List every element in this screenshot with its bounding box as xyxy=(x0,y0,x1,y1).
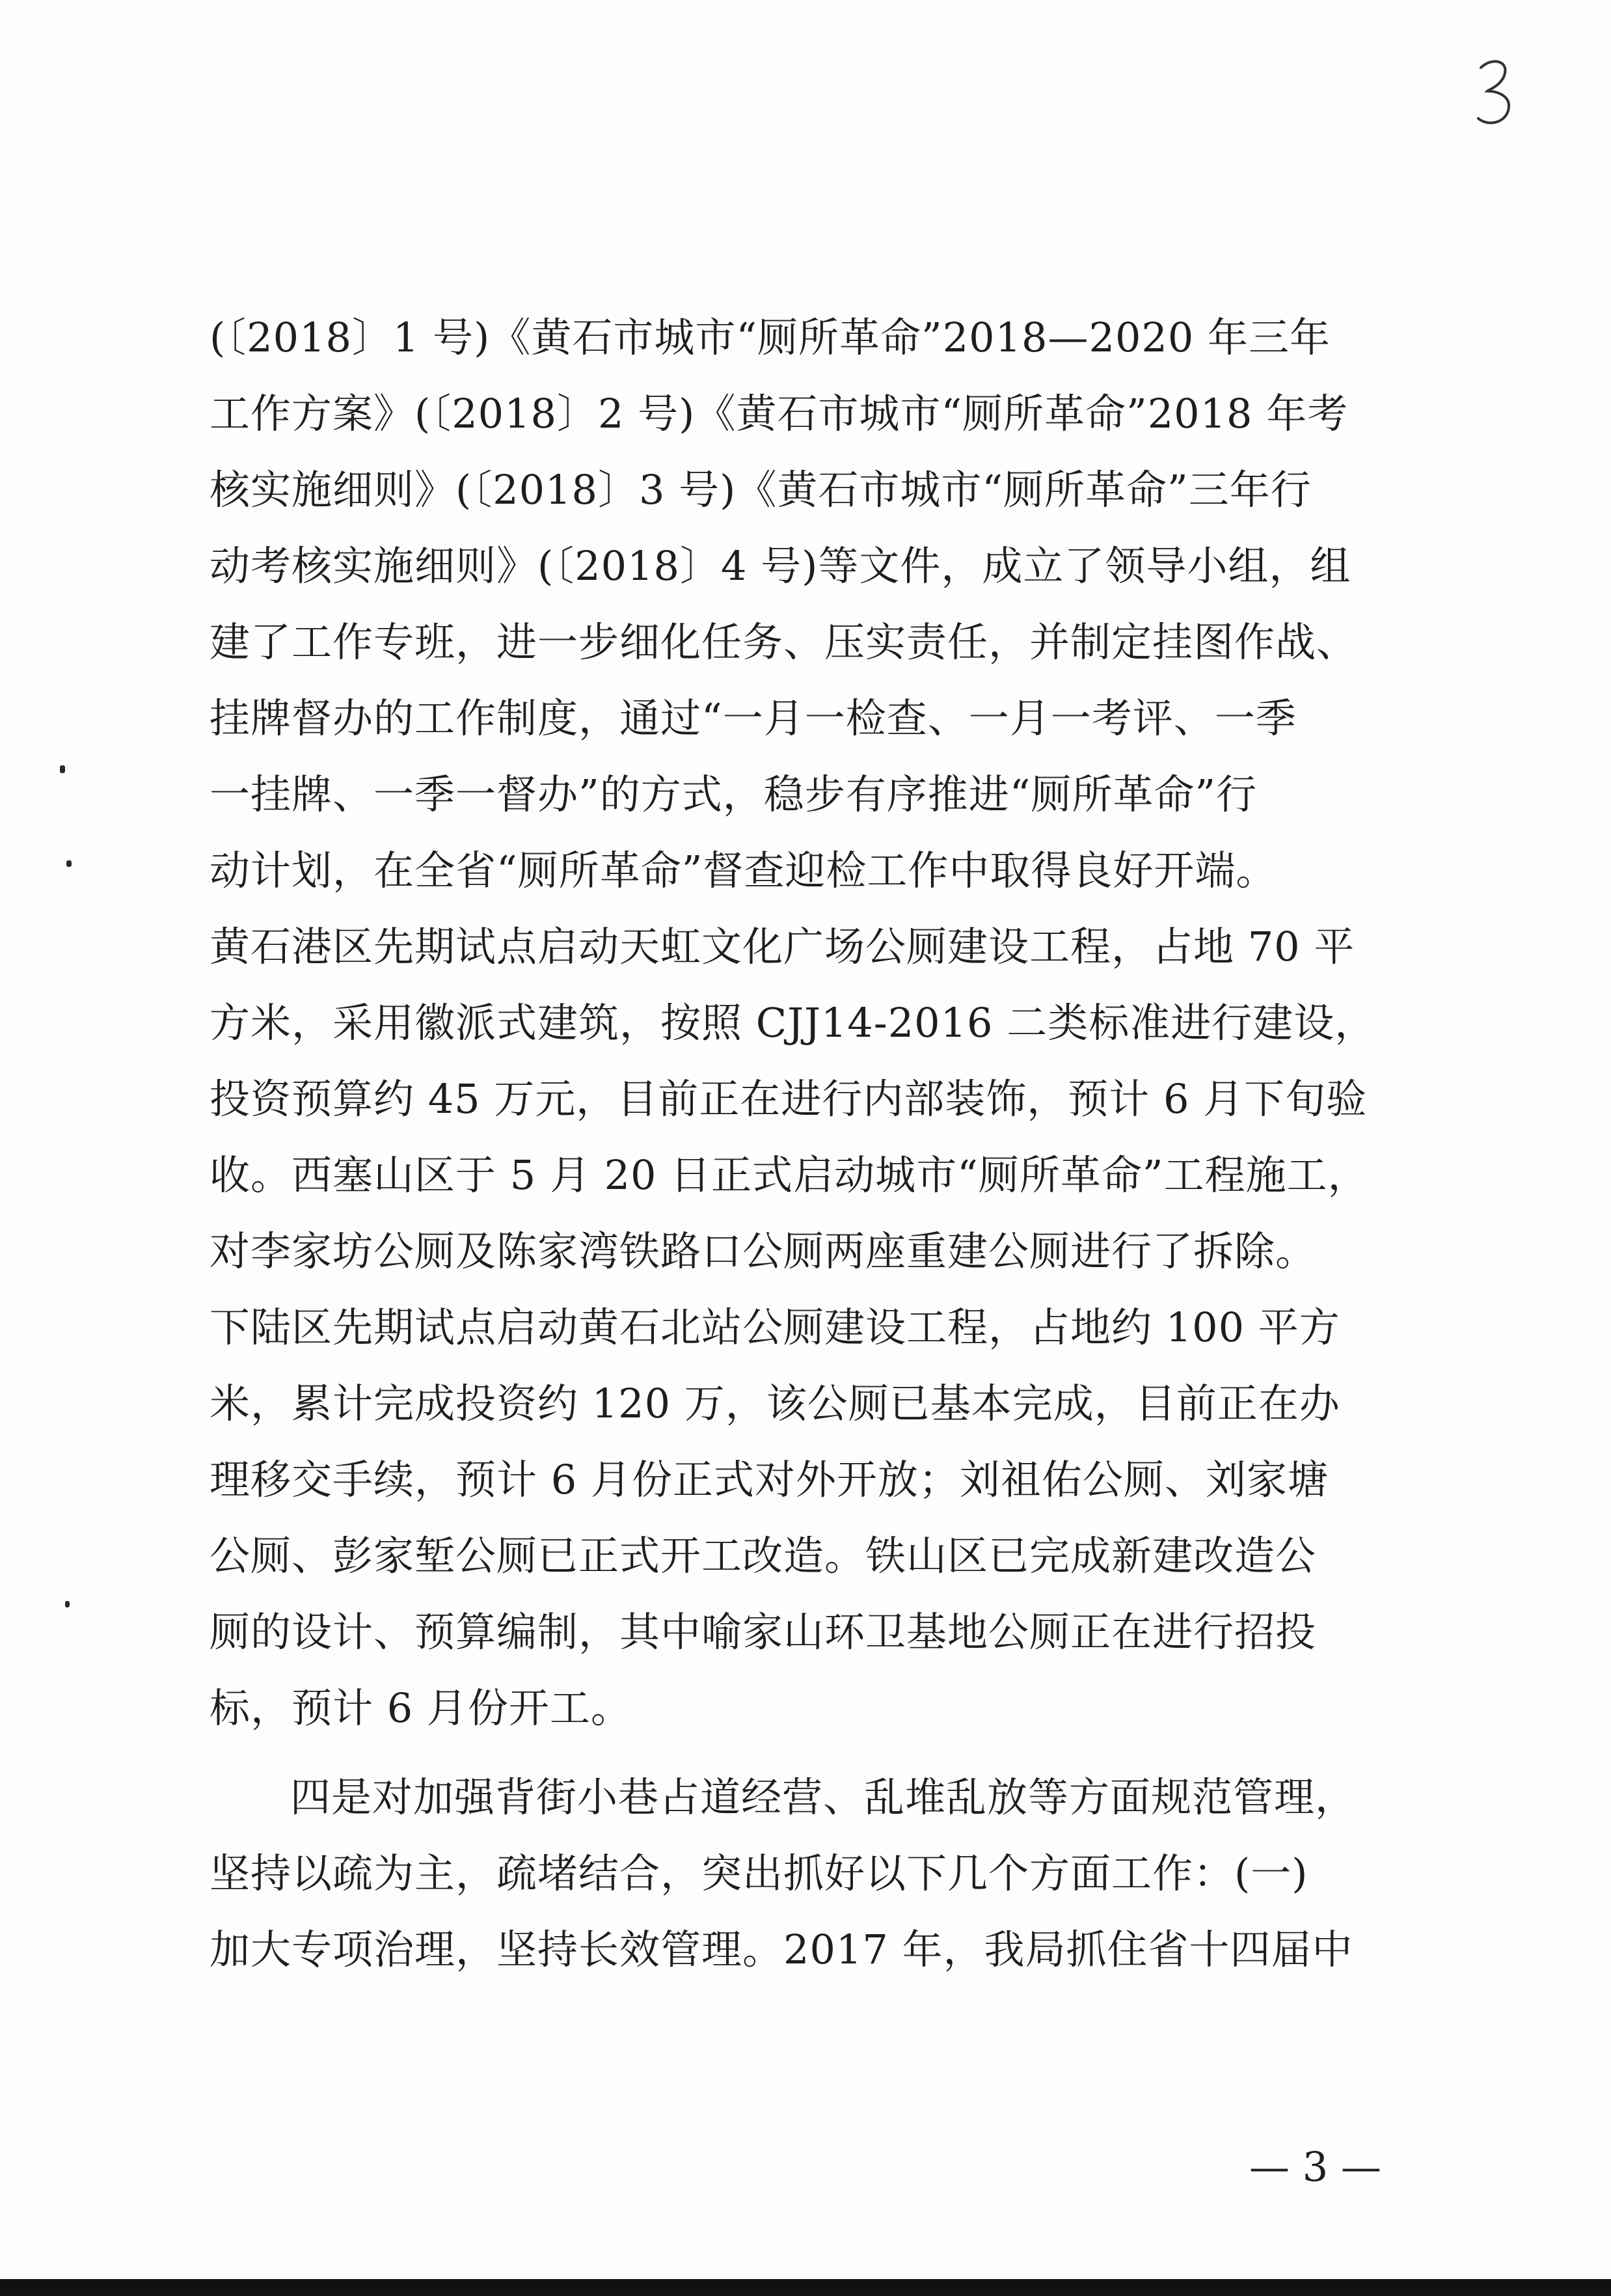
body-line: 下陆区先期试点启动黄石北站公厕建设工程，占地约 100 平方 xyxy=(210,1304,1340,1351)
body-line: 加大专项治理，坚持长效管理。2017 年，我局抓住省十四届中 xyxy=(210,1926,1353,1973)
scan-speck xyxy=(66,860,72,867)
body-line: 理移交手续，预计 6 月份正式对外开放；刘祖佑公厕、刘家塘 xyxy=(210,1456,1329,1503)
scan-speck xyxy=(65,1601,70,1607)
handwritten-page-number-mark xyxy=(1472,53,1517,131)
body-text xyxy=(210,299,1420,1988)
body-line: 核实施细则》(〔2018〕3 号)《黄石市城市“厕所革命”三年行 xyxy=(210,466,1312,513)
body-line: 动计划，在全省“厕所革命”督查迎检工作中取得良好开端。 xyxy=(210,847,1277,894)
body-line: 坚持以疏为主，疏堵结合，突出抓好以下几个方面工作：(一) xyxy=(210,1850,1308,1897)
body-line: 一挂牌、一季一督办”的方式，稳步有序推进“厕所革命”行 xyxy=(210,771,1258,818)
body-line: (〔2018〕1 号)《黄石市城市“厕所革命”2018—2020 年三年 xyxy=(210,314,1331,361)
body-line: 公厕、彭家堑公厕已正式开工改造。铁山区已完成新建改造公 xyxy=(210,1532,1317,1579)
body-line: 工作方案》(〔2018〕2 号)《黄石市城市“厕所革命”2018 年考 xyxy=(210,390,1349,437)
scan-speck xyxy=(60,765,65,773)
body-line: 挂牌督办的工作制度，通过“一月一检查、一月一考评、一季 xyxy=(210,694,1297,742)
body-line: 方米，采用徽派式建筑，按照 CJJ14-2016 二类标准进行建设， xyxy=(210,999,1376,1046)
body-line: 收。西塞山区于 5 月 20 日正式启动城市“厕所革命”工程施工， xyxy=(210,1151,1369,1199)
body-line: 建了工作专班，进一步细化任务、压实责任，并制定挂图作战、 xyxy=(210,618,1358,666)
body-line: 对李家坊公厕及陈家湾铁路口公厕两座重建公厕进行了拆除。 xyxy=(210,1227,1317,1275)
body-line: 动考核实施细则》(〔2018〕4 号)等文件，成立了领导小组，组 xyxy=(210,542,1351,590)
body-line: 米，累计完成投资约 120 万，该公厕已基本完成，目前正在办 xyxy=(210,1380,1340,1427)
body-line: 黄石港区先期试点启动天虹文化广场公厕建设工程，占地 70 平 xyxy=(210,923,1355,970)
body-line: 标，预计 6 月份开工。 xyxy=(210,1684,632,1732)
page-number-footer: — 3 — xyxy=(1249,2143,1381,2191)
scan-edge-bar xyxy=(0,2279,1611,2296)
paragraph-start-line: 四是对加强背街小巷占道经营、乱堆乱放等方面规范管理， xyxy=(290,1773,1357,1821)
body-line: 厕的设计、预算编制，其中喻家山环卫基地公厕正在进行招投 xyxy=(210,1608,1317,1656)
body-line: 投资预算约 45 万元，目前正在进行内部装饰，预计 6 月下旬验 xyxy=(210,1075,1368,1123)
